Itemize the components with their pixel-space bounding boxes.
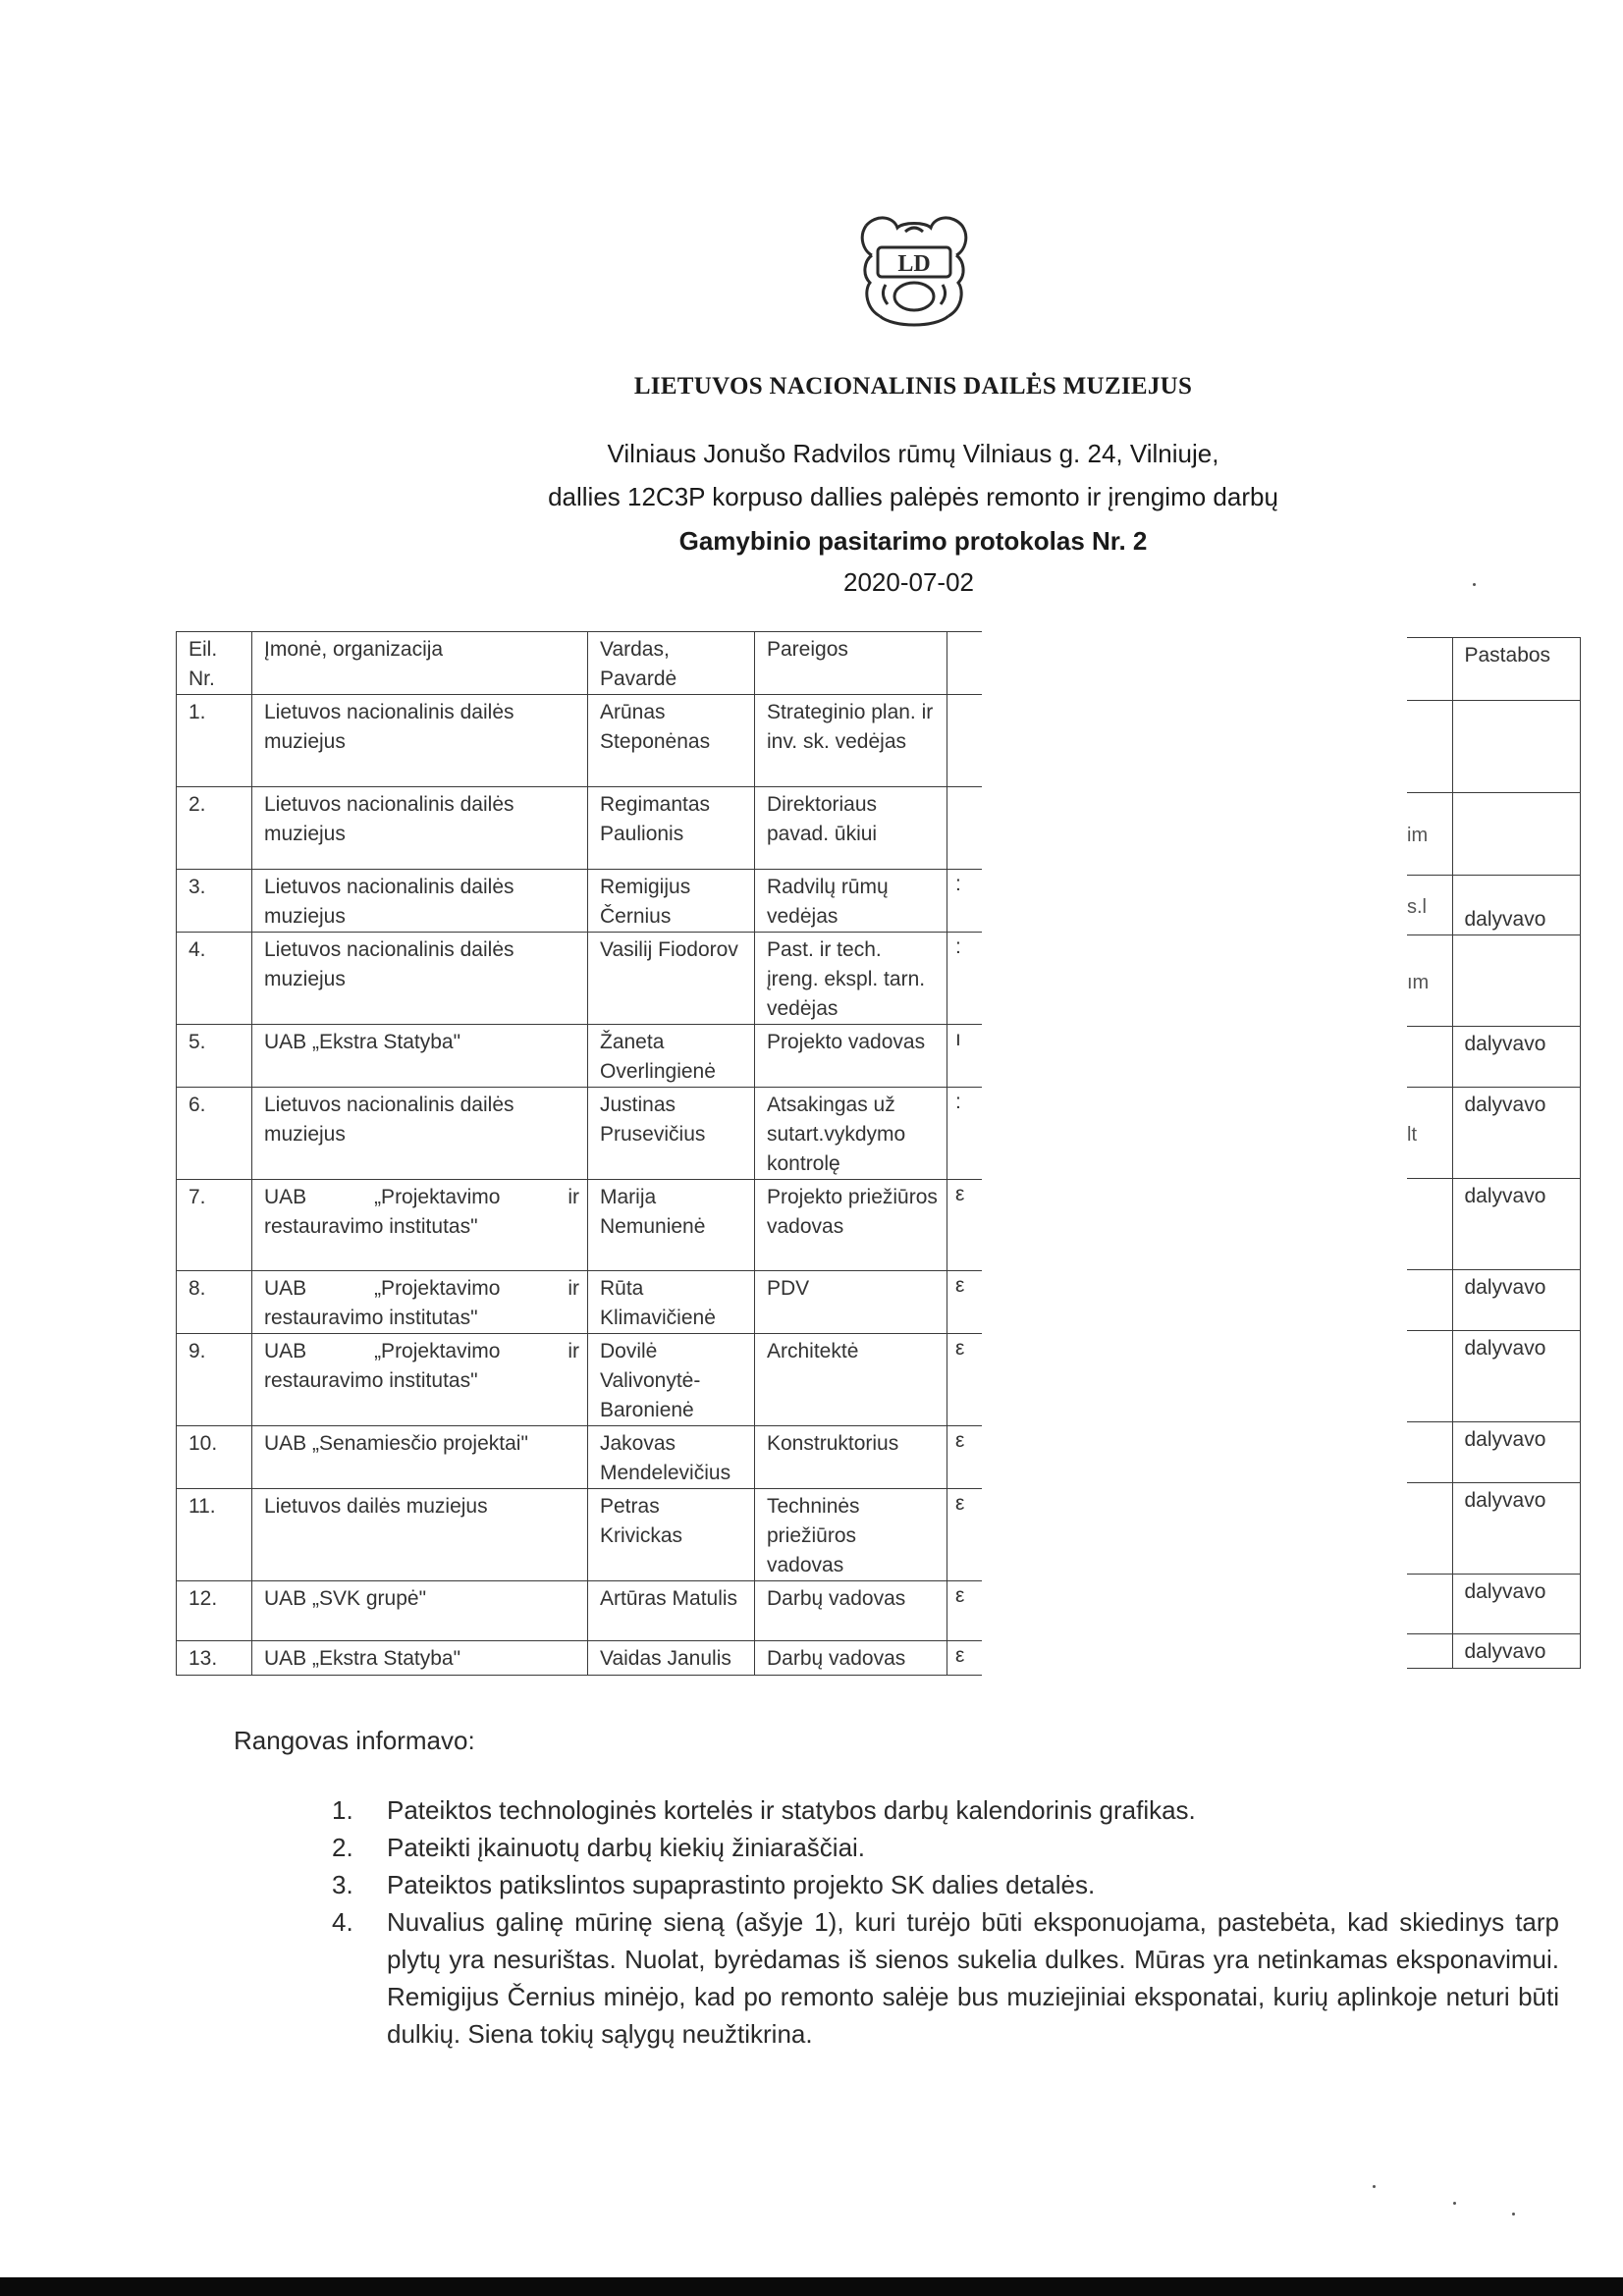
row-organization: UAB „SVK grupė" bbox=[252, 1581, 588, 1641]
scan-speck bbox=[1473, 583, 1476, 586]
row-cut-fragment bbox=[947, 695, 982, 787]
notes-row bbox=[1407, 701, 1580, 793]
row-number: 4. bbox=[177, 933, 252, 1025]
header-role: Pareigos bbox=[755, 632, 947, 695]
row-cut-fragment: ε bbox=[947, 1334, 982, 1426]
notes-header-row bbox=[1407, 638, 1580, 701]
table-row bbox=[177, 1025, 982, 1088]
contractor-intro: Rangovas informavo: bbox=[234, 1726, 475, 1755]
row-role: Strateginio plan. ir inv. sk. vedėjas bbox=[755, 695, 947, 787]
scan-speck bbox=[1373, 2185, 1376, 2188]
row-note: dalyvavo bbox=[1452, 1331, 1580, 1422]
list-item bbox=[332, 1829, 1559, 1866]
list-item bbox=[332, 1903, 1559, 2053]
list-item-number: 3. bbox=[332, 1870, 353, 1899]
subtitle-line-2: dallies 12C3P korpuso dallies palėpės remonto ir įrengimo darbų bbox=[548, 482, 1278, 511]
list-item-text: Pateikti įkainuotų darbų kiekių žiniaraščiai. bbox=[387, 1833, 866, 1862]
row-name: Justinas Prusevičius bbox=[588, 1088, 755, 1180]
row-number: 1. bbox=[177, 695, 252, 787]
table-row bbox=[177, 1489, 982, 1581]
row-number: 10. bbox=[177, 1426, 252, 1489]
row-note: dalyvavo bbox=[1452, 1027, 1580, 1088]
list-item-number: 2. bbox=[332, 1833, 353, 1862]
row-note: dalyvavo bbox=[1452, 1270, 1580, 1331]
row-number: 8. bbox=[177, 1271, 252, 1334]
row-organization: Lietuvos nacionalinis dailės muziejus bbox=[252, 1088, 588, 1180]
row-role: Projekto priežiūros vadovas bbox=[755, 1180, 947, 1271]
header-organization: Įmonė, organizacija bbox=[252, 632, 588, 695]
row-right-fragment: s.l bbox=[1407, 876, 1452, 935]
row-cut-fragment: ε bbox=[947, 1426, 982, 1489]
scan-edge bbox=[0, 2277, 1623, 2296]
meeting-date: 2020-07-02 bbox=[843, 567, 974, 597]
row-name: Marija Nemunienė bbox=[588, 1180, 755, 1271]
row-note: dalyvavo bbox=[1452, 1422, 1580, 1483]
table-header-row bbox=[177, 632, 982, 695]
row-organization: UAB „Projektavimo ir restauravimo institutas" bbox=[252, 1180, 588, 1271]
protocol-title: Gamybinio pasitarimo protokolas Nr. 2 bbox=[678, 526, 1148, 556]
notes-row bbox=[1407, 1422, 1580, 1483]
row-cut-fragment: : bbox=[947, 933, 982, 1025]
row-number: 2. bbox=[177, 787, 252, 870]
row-name: Rūta Klimavičienė bbox=[588, 1271, 755, 1334]
row-right-fragment: im bbox=[1407, 793, 1452, 876]
row-note: dalyvavo bbox=[1452, 1634, 1580, 1669]
row-role: Projekto vadovas bbox=[755, 1025, 947, 1088]
notes-table bbox=[1407, 637, 1581, 1669]
row-cut-fragment: : bbox=[947, 1088, 982, 1180]
list-item bbox=[332, 1866, 1559, 1903]
row-right-fragment bbox=[1407, 1422, 1452, 1483]
row-name: Vaidas Janulis bbox=[588, 1641, 755, 1676]
row-right-fragment bbox=[1407, 1179, 1452, 1270]
museum-logo-icon bbox=[846, 212, 982, 332]
header-notes: Pastabos bbox=[1452, 638, 1580, 701]
row-role: Techninės priežiūros vadovas bbox=[755, 1489, 947, 1581]
row-role: PDV bbox=[755, 1271, 947, 1334]
row-organization: UAB „Projektavimo ir restauravimo institutas" bbox=[252, 1271, 588, 1334]
row-number: 5. bbox=[177, 1025, 252, 1088]
museum-title: LIETUVOS NACIONALINIS DAILĖS MUZIEJUS bbox=[633, 373, 1193, 400]
row-note: dalyvavo bbox=[1452, 876, 1580, 935]
scan-speck bbox=[1453, 2202, 1456, 2205]
row-number: 11. bbox=[177, 1489, 252, 1581]
row-right-fragment: lt bbox=[1407, 1088, 1452, 1179]
row-role: Direktoriaus pavad. ūkiui bbox=[755, 787, 947, 870]
row-number: 6. bbox=[177, 1088, 252, 1180]
header-name: Vardas, Pavardė bbox=[588, 632, 755, 695]
subtitle-line-1: Vilniaus Jonušo Radvilos rūmų Vilniaus g. 24, Vilniuje, bbox=[607, 439, 1219, 468]
row-cut-fragment: ε bbox=[947, 1641, 982, 1676]
row-number: 7. bbox=[177, 1180, 252, 1271]
row-cut-fragment: ε bbox=[947, 1180, 982, 1271]
row-role: Past. ir tech. įreng. ekspl. tarn. vedėjas bbox=[755, 933, 947, 1025]
list-item-text: Pateiktos patikslintos supaprastinto projekto SK dalies detalės. bbox=[387, 1870, 1096, 1899]
contractor-info-list bbox=[332, 1791, 1559, 2053]
row-organization: UAB „Projektavimo ir restauravimo institutas" bbox=[252, 1334, 588, 1426]
notes-row bbox=[1407, 1179, 1580, 1270]
row-right-fragment bbox=[1407, 1483, 1452, 1575]
notes-row bbox=[1407, 1483, 1580, 1575]
row-note: dalyvavo bbox=[1452, 1483, 1580, 1575]
list-item-number: 4. bbox=[332, 1907, 353, 1937]
notes-row bbox=[1407, 793, 1580, 876]
attendance-table bbox=[176, 631, 982, 1676]
row-organization: UAB „Ekstra Statyba" bbox=[252, 1641, 588, 1676]
row-name: Arūnas Steponėnas bbox=[588, 695, 755, 787]
table-row bbox=[177, 1180, 982, 1271]
row-number: 3. bbox=[177, 870, 252, 933]
row-note: dalyvavo bbox=[1452, 1575, 1580, 1634]
row-name: Žaneta Overlingienė bbox=[588, 1025, 755, 1088]
row-organization: Lietuvos dailės muziejus bbox=[252, 1489, 588, 1581]
logo-lettering: LD bbox=[897, 251, 931, 277]
row-number: 12. bbox=[177, 1581, 252, 1641]
row-right-fragment bbox=[1407, 701, 1452, 793]
row-organization: Lietuvos nacionalinis dailės muziejus bbox=[252, 695, 588, 787]
table-row bbox=[177, 695, 982, 787]
table-row bbox=[177, 1581, 982, 1641]
row-organization: Lietuvos nacionalinis dailės muziejus bbox=[252, 870, 588, 933]
table-row bbox=[177, 1641, 982, 1676]
row-cut-fragment: : bbox=[947, 870, 982, 933]
row-name: Remigijus Černius bbox=[588, 870, 755, 933]
notes-row bbox=[1407, 1027, 1580, 1088]
row-name: Petras Krivickas bbox=[588, 1489, 755, 1581]
row-organization: UAB „Ekstra Statyba" bbox=[252, 1025, 588, 1088]
list-item bbox=[332, 1791, 1559, 1829]
row-cut-fragment: ε bbox=[947, 1271, 982, 1334]
table-row bbox=[177, 787, 982, 870]
row-name: Dovilė Valivonytė-Baronienė bbox=[588, 1334, 755, 1426]
row-role: Darbų vadovas bbox=[755, 1581, 947, 1641]
row-organization: UAB „Senamiesčio projektai" bbox=[252, 1426, 588, 1489]
row-role: Architektė bbox=[755, 1334, 947, 1426]
row-role: Darbų vadovas bbox=[755, 1641, 947, 1676]
row-organization: Lietuvos nacionalinis dailės muziejus bbox=[252, 933, 588, 1025]
notes-row bbox=[1407, 1270, 1580, 1331]
notes-row bbox=[1407, 1634, 1580, 1669]
table-row bbox=[177, 1271, 982, 1334]
row-note bbox=[1452, 793, 1580, 876]
row-note: dalyvavo bbox=[1452, 1179, 1580, 1270]
table-row bbox=[177, 933, 982, 1025]
row-cut-fragment: ε bbox=[947, 1581, 982, 1641]
table-row bbox=[177, 1426, 982, 1489]
row-right-fragment bbox=[1407, 1634, 1452, 1669]
row-role: Konstruktorius bbox=[755, 1426, 947, 1489]
row-right-fragment bbox=[1407, 1027, 1452, 1088]
row-number: 9. bbox=[177, 1334, 252, 1426]
list-item-text: Pateiktos technologinės kortelės ir statybos darbų kalendorinis grafikas. bbox=[387, 1795, 1196, 1825]
list-item-number: 1. bbox=[332, 1795, 353, 1825]
row-right-fragment bbox=[1407, 1270, 1452, 1331]
row-name: Vasilij Fiodorov bbox=[588, 933, 755, 1025]
list-item-text: Nuvalius galinę mūrinę sieną (ašyje 1), kuri turėjo būti eksponuojama, pastebėta, kad skiedinys tarp plytų yra nesurištas. Nuolat, byrėdamas iš sienos sukelia dulkes. Mūras yra netinkamas eksponavimui. Remigijus Černius minėjo, kad po remonto salėje bus muziejiniai eksponatai, kurių aplinkoje neturi būti dulkių. Siena tokių sąlygų neužtikrina. bbox=[387, 1907, 1559, 2049]
row-role: Atsakingas už sutart.vykdymo kontrolę bbox=[755, 1088, 947, 1180]
row-right-fragment bbox=[1407, 1575, 1452, 1634]
notes-header-cut bbox=[1407, 638, 1452, 701]
row-note bbox=[1452, 935, 1580, 1027]
row-role: Radvilų rūmų vedėjas bbox=[755, 870, 947, 933]
row-organization: Lietuvos nacionalinis dailės muziejus bbox=[252, 787, 588, 870]
header-cut bbox=[947, 632, 982, 695]
row-note bbox=[1452, 701, 1580, 793]
table-row bbox=[177, 870, 982, 933]
row-cut-fragment: ε bbox=[947, 1489, 982, 1581]
table-row bbox=[177, 1088, 982, 1180]
notes-row bbox=[1407, 935, 1580, 1027]
notes-row bbox=[1407, 1575, 1580, 1634]
row-cut-fragment bbox=[947, 787, 982, 870]
row-note: dalyvavo bbox=[1452, 1088, 1580, 1179]
row-name: Artūras Matulis bbox=[588, 1581, 755, 1641]
row-cut-fragment: ı bbox=[947, 1025, 982, 1088]
notes-row bbox=[1407, 1088, 1580, 1179]
notes-row bbox=[1407, 1331, 1580, 1422]
table-row bbox=[177, 1334, 982, 1426]
row-right-fragment bbox=[1407, 1331, 1452, 1422]
row-name: Regimantas Paulionis bbox=[588, 787, 755, 870]
notes-row bbox=[1407, 876, 1580, 935]
row-number: 13. bbox=[177, 1641, 252, 1676]
row-right-fragment: ım bbox=[1407, 935, 1452, 1027]
header-nr: Eil. Nr. bbox=[177, 632, 252, 695]
row-name: Jakovas Mendelevičius bbox=[588, 1426, 755, 1489]
scan-speck bbox=[1512, 2213, 1515, 2216]
